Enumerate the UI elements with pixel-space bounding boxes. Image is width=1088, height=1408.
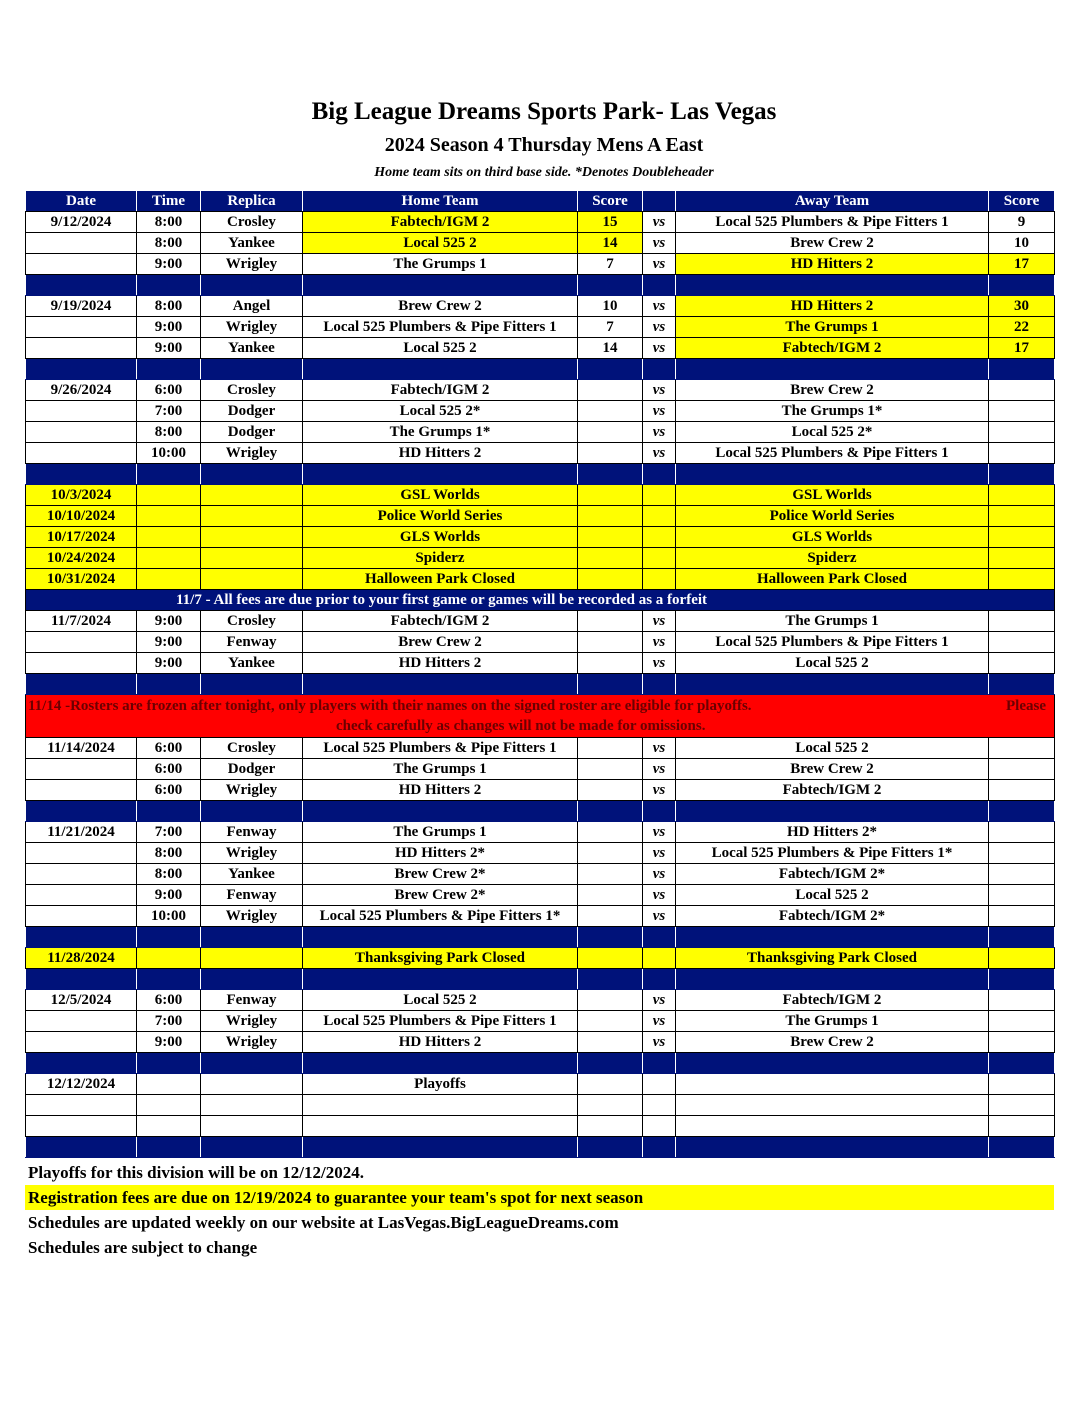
away-score-cell (989, 632, 1055, 653)
date-cell (26, 317, 137, 338)
vs-cell: vs (643, 632, 676, 653)
away-score-cell (989, 1011, 1055, 1032)
table-row (26, 1032, 1055, 1053)
table-row (26, 906, 1055, 927)
away-team-cell: The Grumps 1 (676, 1011, 989, 1032)
empty-row (26, 1116, 1055, 1137)
table-row (26, 443, 1055, 464)
replica-cell: Wrigley (201, 443, 303, 464)
home-score-cell: 14 (578, 233, 643, 254)
home-team-cell: HD Hitters 2 (303, 653, 578, 674)
replica-cell: Wrigley (201, 843, 303, 864)
time-cell: 9:00 (137, 1032, 201, 1053)
replica-cell: Wrigley (201, 254, 303, 275)
away-team-cell: Thanksgiving Park Closed (676, 948, 989, 969)
table-row (26, 948, 1055, 969)
away-score-cell: 17 (989, 254, 1055, 275)
away-team-cell: Local 525 2* (676, 422, 989, 443)
roster-notice-please: Please (1006, 698, 1046, 714)
vs-cell: vs (643, 759, 676, 780)
time-cell: 9:00 (137, 338, 201, 359)
col-away-score: Score (989, 191, 1055, 212)
away-team-cell: Fabtech/IGM 2 (676, 780, 989, 801)
time-cell: 6:00 (137, 738, 201, 759)
date-cell (26, 1032, 137, 1053)
away-team-cell: Fabtech/IGM 2* (676, 864, 989, 885)
home-team-cell: Halloween Park Closed (303, 569, 578, 590)
date-cell (26, 401, 137, 422)
home-team-cell: The Grumps 1* (303, 422, 578, 443)
replica-cell: Wrigley (201, 1011, 303, 1032)
home-team-cell: Brew Crew 2 (303, 296, 578, 317)
home-team-cell: Local 525 Plumbers & Pipe Fitters 1* (303, 906, 578, 927)
date-cell: 9/12/2024 (26, 212, 137, 233)
date-cell (26, 885, 137, 906)
time-cell: 9:00 (137, 632, 201, 653)
home-score-cell (578, 885, 643, 906)
vs-cell: vs (643, 780, 676, 801)
date-cell (26, 338, 137, 359)
table-row (26, 990, 1055, 1011)
col-home-team: Home Team (303, 191, 578, 212)
home-team-cell: HD Hitters 2 (303, 443, 578, 464)
home-team-cell: GLS Worlds (303, 527, 578, 548)
away-team-cell: Fabtech/IGM 2 (676, 338, 989, 359)
home-score-cell (578, 780, 643, 801)
home-team-cell: Local 525 2 (303, 338, 578, 359)
home-score-cell (578, 822, 643, 843)
away-team-cell: Local 525 2 (676, 653, 989, 674)
time-cell: 7:00 (137, 822, 201, 843)
fee-notice-row (26, 590, 1055, 611)
roster-notice-line1: 11/14 -Rosters are frozen after tonight, only players with their names on the signed roster are eligible for playoffs. (28, 698, 752, 714)
date-cell: 10/17/2024 (26, 527, 137, 548)
date-cell: 10/3/2024 (26, 485, 137, 506)
home-score-cell: 10 (578, 296, 643, 317)
away-score-cell (989, 738, 1055, 759)
date-cell: 10/24/2024 (26, 548, 137, 569)
table-row (26, 864, 1055, 885)
replica-cell: Yankee (201, 338, 303, 359)
col-time: Time (137, 191, 201, 212)
vs-cell: vs (643, 1032, 676, 1053)
footer-playoffs-note: Playoffs for this division will be on 12/12/2024. (28, 1163, 364, 1182)
replica-cell: Fenway (201, 822, 303, 843)
home-team-cell: Thanksgiving Park Closed (303, 948, 578, 969)
away-team-cell: Brew Crew 2 (676, 1032, 989, 1053)
home-team-cell: Brew Crew 2* (303, 885, 578, 906)
date-cell: 10/31/2024 (26, 569, 137, 590)
replica-cell: Yankee (201, 233, 303, 254)
away-team-cell: HD Hitters 2 (676, 254, 989, 275)
separator-row (26, 1053, 1055, 1074)
table-row (26, 506, 1055, 527)
date-cell (26, 843, 137, 864)
date-cell (26, 632, 137, 653)
away-score-cell (989, 401, 1055, 422)
replica-cell: Dodger (201, 401, 303, 422)
time-cell: 6:00 (137, 380, 201, 401)
time-cell: 8:00 (137, 296, 201, 317)
table-row (26, 843, 1055, 864)
time-cell: 8:00 (137, 843, 201, 864)
vs-cell: vs (643, 422, 676, 443)
home-score-cell (578, 380, 643, 401)
table-row (26, 738, 1055, 759)
roster-notice-line2: check carefully as changes will not be made for omissions. (336, 718, 706, 734)
home-score-cell (578, 443, 643, 464)
table-row (26, 401, 1055, 422)
home-team-cell: Local 525 2* (303, 401, 578, 422)
date-cell (26, 443, 137, 464)
replica-cell: Crosley (201, 212, 303, 233)
separator-row (26, 359, 1055, 380)
date-cell (26, 906, 137, 927)
schedule-table (25, 190, 1055, 1158)
home-score-cell (578, 653, 643, 674)
away-team-cell: Fabtech/IGM 2* (676, 906, 989, 927)
home-team-cell: Local 525 Plumbers & Pipe Fitters 1 (303, 738, 578, 759)
home-score-cell (578, 401, 643, 422)
away-team-cell: Spiderz (676, 548, 989, 569)
away-score-cell: 17 (989, 338, 1055, 359)
home-team-cell: Brew Crew 2 (303, 632, 578, 653)
separator-row (26, 927, 1055, 948)
away-score-cell: 10 (989, 233, 1055, 254)
date-cell (26, 864, 137, 885)
home-team-cell: The Grumps 1 (303, 254, 578, 275)
vs-cell: vs (643, 885, 676, 906)
table-row (26, 653, 1055, 674)
home-team-cell: Brew Crew 2* (303, 864, 578, 885)
date-cell: 9/19/2024 (26, 296, 137, 317)
roster-notice-row (26, 695, 1055, 738)
table-row (26, 548, 1055, 569)
col-away-team: Away Team (676, 191, 989, 212)
footer-website-note: Schedules are updated weekly on our website at LasVegas.BigLeagueDreams.com (28, 1213, 619, 1232)
table-row (26, 1011, 1055, 1032)
home-score-cell (578, 990, 643, 1011)
vs-cell: vs (643, 990, 676, 1011)
replica-cell: Dodger (201, 422, 303, 443)
home-score-cell (578, 611, 643, 632)
table-row (26, 611, 1055, 632)
home-team-cell: HD Hitters 2* (303, 843, 578, 864)
home-team-note: Home team sits on third base side. *Denotes Doubleheader (374, 165, 714, 180)
page-title: Big League Dreams Sports Park- Las Vegas (311, 98, 777, 125)
footer-notes (25, 1160, 1054, 1260)
away-team-cell: Local 525 Plumbers & Pipe Fitters 1* (676, 843, 989, 864)
away-team-cell: The Grumps 1* (676, 401, 989, 422)
home-team-cell: Local 525 Plumbers & Pipe Fitters 1 (303, 317, 578, 338)
away-score-cell (989, 990, 1055, 1011)
home-team-cell: Police World Series (303, 506, 578, 527)
vs-cell: vs (643, 254, 676, 275)
home-score-cell (578, 906, 643, 927)
away-team-cell: The Grumps 1 (676, 317, 989, 338)
away-score-cell (989, 611, 1055, 632)
table-row (26, 569, 1055, 590)
replica-cell: Crosley (201, 611, 303, 632)
separator-row (26, 464, 1055, 485)
replica-cell: Fenway (201, 990, 303, 1011)
separator-row (26, 969, 1055, 990)
date-cell: 12/5/2024 (26, 990, 137, 1011)
home-score-cell (578, 864, 643, 885)
away-team-cell: Fabtech/IGM 2 (676, 990, 989, 1011)
replica-cell: Wrigley (201, 1032, 303, 1053)
home-team-cell: The Grumps 1 (303, 822, 578, 843)
away-team-cell: Local 525 2 (676, 885, 989, 906)
replica-cell: Fenway (201, 632, 303, 653)
home-team-cell: Spiderz (303, 548, 578, 569)
vs-cell: vs (643, 401, 676, 422)
col-home-score: Score (578, 191, 643, 212)
vs-cell: vs (643, 1011, 676, 1032)
time-cell: 8:00 (137, 233, 201, 254)
vs-cell: vs (643, 738, 676, 759)
away-score-cell (989, 759, 1055, 780)
table-row (26, 380, 1055, 401)
away-team-cell: Brew Crew 2 (676, 759, 989, 780)
home-team-cell: Local 525 2 (303, 233, 578, 254)
date-cell (26, 233, 137, 254)
vs-cell: vs (643, 822, 676, 843)
replica-cell: Dodger (201, 759, 303, 780)
vs-cell: vs (643, 380, 676, 401)
table-row (26, 527, 1055, 548)
time-cell: 8:00 (137, 422, 201, 443)
away-score-cell (989, 380, 1055, 401)
home-score-cell (578, 843, 643, 864)
time-cell: 9:00 (137, 653, 201, 674)
home-score-cell (578, 1032, 643, 1053)
time-cell: 6:00 (137, 990, 201, 1011)
separator-row (26, 674, 1055, 695)
away-score-cell (989, 653, 1055, 674)
vs-cell: vs (643, 653, 676, 674)
away-team-cell: Local 525 Plumbers & Pipe Fitters 1 (676, 632, 989, 653)
away-score-cell (989, 864, 1055, 885)
vs-cell: vs (643, 338, 676, 359)
away-team-cell: Local 525 2 (676, 738, 989, 759)
date-cell: 11/28/2024 (26, 948, 137, 969)
date-cell: 10/10/2024 (26, 506, 137, 527)
table-row (26, 422, 1055, 443)
away-score-cell (989, 780, 1055, 801)
fee-notice-text: 11/7 - All fees are due prior to your first game or games will be recorded as a forfeit (26, 590, 1055, 611)
away-score-cell (989, 443, 1055, 464)
away-team-cell: Local 525 Plumbers & Pipe Fitters 1 (676, 212, 989, 233)
away-score-cell (989, 906, 1055, 927)
replica-cell: Fenway (201, 885, 303, 906)
home-team-cell: HD Hitters 2 (303, 780, 578, 801)
away-team-cell: Halloween Park Closed (676, 569, 989, 590)
away-score-cell: 9 (989, 212, 1055, 233)
home-score-cell (578, 632, 643, 653)
away-team-cell: Local 525 Plumbers & Pipe Fitters 1 (676, 443, 989, 464)
home-team-cell: Fabtech/IGM 2 (303, 212, 578, 233)
date-cell: 11/7/2024 (26, 611, 137, 632)
date-cell (26, 759, 137, 780)
home-team-cell: Playoffs (303, 1074, 578, 1095)
time-cell: 6:00 (137, 759, 201, 780)
date-cell: 11/14/2024 (26, 738, 137, 759)
home-team-cell: Local 525 2 (303, 990, 578, 1011)
table-row (26, 254, 1055, 275)
vs-cell: vs (643, 443, 676, 464)
col-vs (643, 191, 676, 212)
table-row (26, 632, 1055, 653)
away-team-cell: GSL Worlds (676, 485, 989, 506)
footer-registration-note: Registration fees are due on 12/19/2024 to guarantee your team's spot for next season (25, 1185, 1054, 1210)
away-team-cell: Brew Crew 2 (676, 233, 989, 254)
replica-cell: Wrigley (201, 780, 303, 801)
footer-change-note: Schedules are subject to change (28, 1238, 258, 1257)
time-cell: 7:00 (137, 1011, 201, 1032)
separator-row (26, 1137, 1055, 1158)
empty-row (26, 1095, 1055, 1116)
away-score-cell (989, 1032, 1055, 1053)
table-header-row (26, 191, 1055, 212)
away-team-cell: The Grumps 1 (676, 611, 989, 632)
home-score-cell: 15 (578, 212, 643, 233)
vs-cell: vs (643, 233, 676, 254)
time-cell: 9:00 (137, 317, 201, 338)
table-row (26, 338, 1055, 359)
away-score-cell (989, 843, 1055, 864)
home-score-cell (578, 759, 643, 780)
home-score-cell (578, 738, 643, 759)
time-cell: 10:00 (137, 443, 201, 464)
time-cell: 8:00 (137, 212, 201, 233)
vs-cell: vs (643, 212, 676, 233)
date-cell (26, 254, 137, 275)
date-cell (26, 1011, 137, 1032)
away-team-cell: GLS Worlds (676, 527, 989, 548)
replica-cell: Angel (201, 296, 303, 317)
replica-cell: Crosley (201, 380, 303, 401)
table-row (26, 212, 1055, 233)
date-cell (26, 780, 137, 801)
away-score-cell (989, 822, 1055, 843)
replica-cell: Yankee (201, 653, 303, 674)
table-row (26, 485, 1055, 506)
home-score-cell: 7 (578, 317, 643, 338)
time-cell: 6:00 (137, 780, 201, 801)
home-team-cell: Fabtech/IGM 2 (303, 380, 578, 401)
home-score-cell: 14 (578, 338, 643, 359)
replica-cell: Yankee (201, 864, 303, 885)
home-team-cell: GSL Worlds (303, 485, 578, 506)
away-team-cell: Brew Crew 2 (676, 380, 989, 401)
home-team-cell: Fabtech/IGM 2 (303, 611, 578, 632)
away-score-cell: 30 (989, 296, 1055, 317)
vs-cell: vs (643, 296, 676, 317)
away-team-cell: HD Hitters 2 (676, 296, 989, 317)
home-score-cell (578, 422, 643, 443)
time-cell: 9:00 (137, 885, 201, 906)
table-row (26, 317, 1055, 338)
vs-cell: vs (643, 317, 676, 338)
replica-cell: Crosley (201, 738, 303, 759)
date-cell: 12/12/2024 (26, 1074, 137, 1095)
replica-cell: Wrigley (201, 317, 303, 338)
away-score-cell (989, 422, 1055, 443)
away-score-cell: 22 (989, 317, 1055, 338)
table-row (26, 885, 1055, 906)
home-score-cell: 7 (578, 254, 643, 275)
vs-cell: vs (643, 864, 676, 885)
time-cell: 8:00 (137, 864, 201, 885)
home-team-cell: The Grumps 1 (303, 759, 578, 780)
table-row (26, 759, 1055, 780)
col-replica: Replica (201, 191, 303, 212)
date-cell: 9/26/2024 (26, 380, 137, 401)
table-row (26, 822, 1055, 843)
home-team-cell: Local 525 Plumbers & Pipe Fitters 1 (303, 1011, 578, 1032)
date-cell (26, 653, 137, 674)
date-cell: 11/21/2024 (26, 822, 137, 843)
home-team-cell: HD Hitters 2 (303, 1032, 578, 1053)
away-team-cell: Police World Series (676, 506, 989, 527)
time-cell: 7:00 (137, 401, 201, 422)
replica-cell: Wrigley (201, 906, 303, 927)
home-score-cell (578, 1011, 643, 1032)
vs-cell: vs (643, 611, 676, 632)
table-row (26, 233, 1055, 254)
vs-cell: vs (643, 843, 676, 864)
time-cell: 9:00 (137, 254, 201, 275)
vs-cell: vs (643, 906, 676, 927)
away-team-cell: HD Hitters 2* (676, 822, 989, 843)
col-date: Date (26, 191, 137, 212)
season-subtitle: 2024 Season 4 Thursday Mens A East (384, 134, 704, 156)
table-row (26, 1074, 1055, 1095)
table-row (26, 780, 1055, 801)
separator-row (26, 801, 1055, 822)
date-cell (26, 422, 137, 443)
separator-row (26, 275, 1055, 296)
away-score-cell (989, 885, 1055, 906)
time-cell: 9:00 (137, 611, 201, 632)
table-row (26, 296, 1055, 317)
time-cell: 10:00 (137, 906, 201, 927)
